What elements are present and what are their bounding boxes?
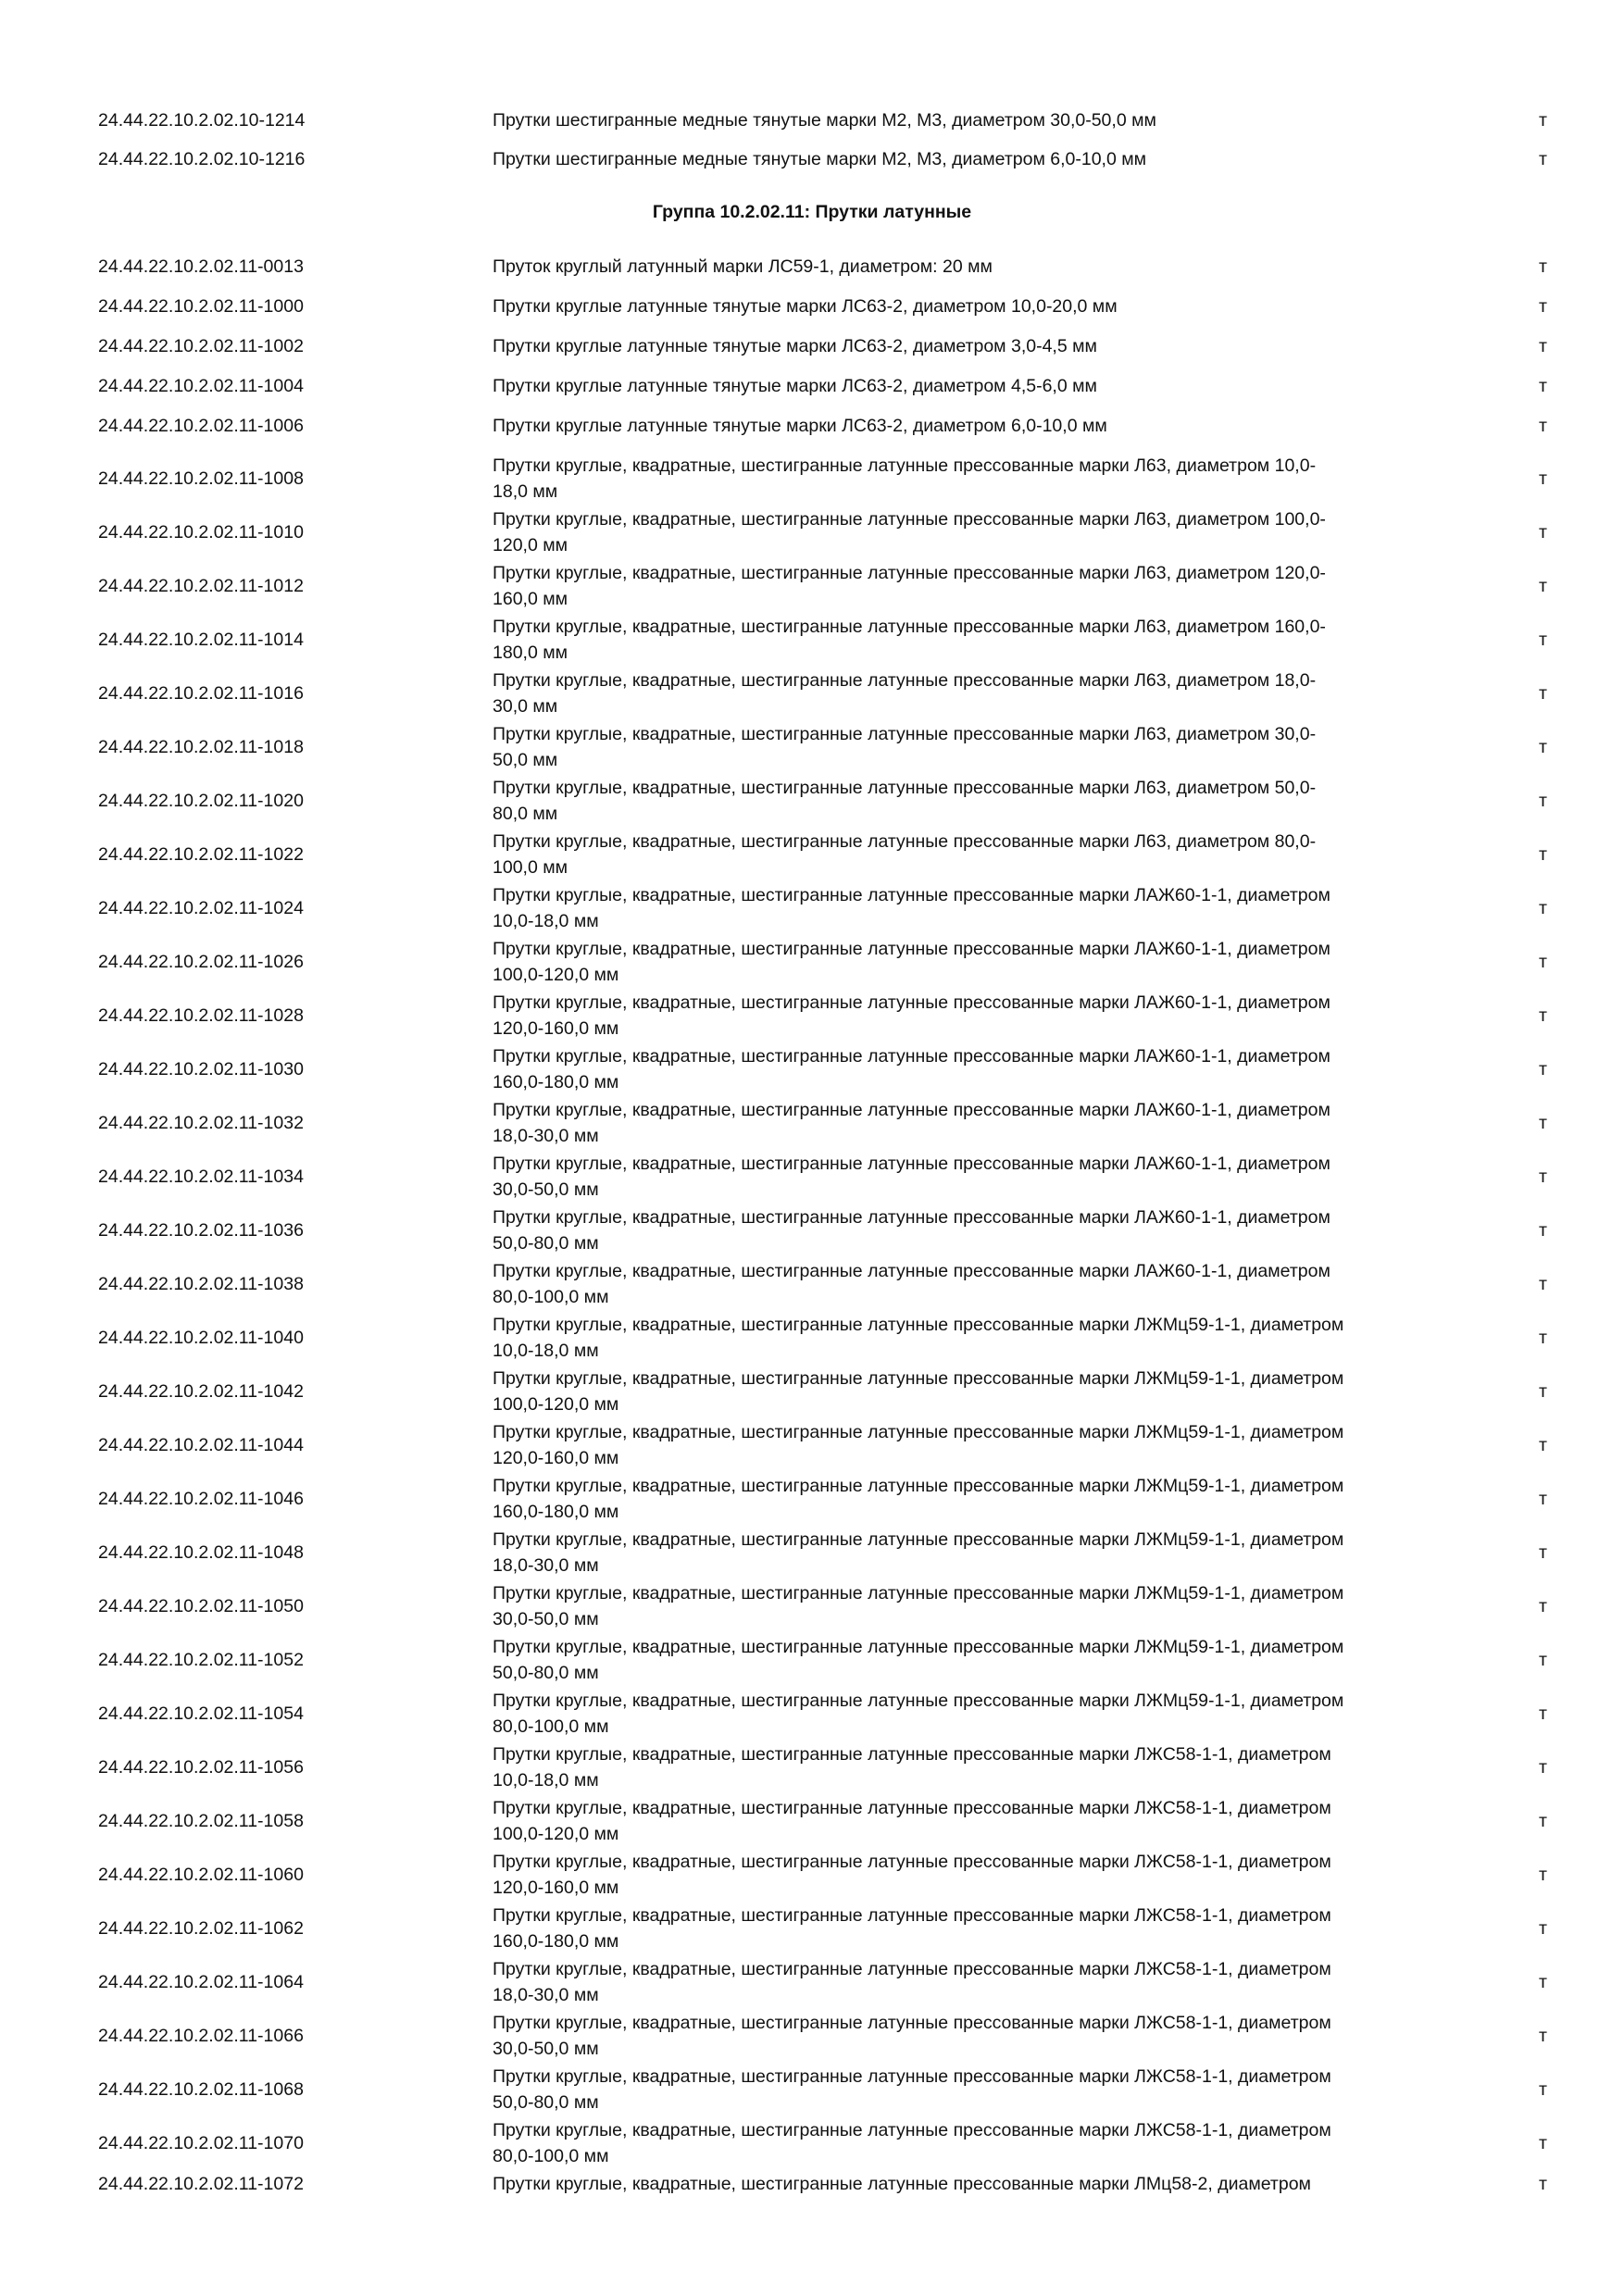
unit-of-measure: т <box>1539 1865 1547 1885</box>
resource-code: 24.44.22.10.2.02.11-1062 <box>98 1918 304 1939</box>
description-line: 18,0-30,0 мм <box>493 1555 599 1576</box>
description-line: Прутки круглые, квадратные, шестигранные латунные прессованные марки Л63, диаметром 50,0- <box>493 778 1317 798</box>
description-line: 120,0-160,0 мм <box>493 1878 619 1898</box>
description-line: Прутки круглые латунные тянутые марки ЛС63-2, диаметром 3,0-4,5 мм <box>493 336 1097 356</box>
table-row <box>0 1043 1624 1095</box>
resource-code: 24.44.22.10.2.02.11-1040 <box>98 1328 304 1348</box>
resource-code: 24.44.22.10.2.02.11-1046 <box>98 1489 304 1509</box>
unit-of-measure: т <box>1539 522 1547 543</box>
resource-description <box>493 453 1474 505</box>
description-line: Прутки круглые, квадратные, шестигранные латунные прессованные марки Л63, диаметром 100,0- <box>493 509 1326 530</box>
description-line: Пруток круглый латунный марки ЛС59-1, диаметром: 20 мм <box>493 256 993 277</box>
resource-description <box>493 1258 1474 1310</box>
description-line: 80,0-100,0 мм <box>493 1716 609 1737</box>
resource-code: 24.44.22.10.2.02.11-1024 <box>98 898 304 918</box>
resource-code: 24.44.22.10.2.02.11-1020 <box>98 791 304 811</box>
resource-description <box>493 990 1474 1042</box>
unit-of-measure: т <box>1539 468 1547 489</box>
resource-code: 24.44.22.10.2.02.11-1026 <box>98 952 304 972</box>
unit-of-measure: т <box>1539 1113 1547 1133</box>
table-row <box>0 1634 1624 1686</box>
description-line: Прутки круглые латунные тянутые марки ЛС63-2, диаметром 6,0-10,0 мм <box>493 416 1107 436</box>
table-row <box>0 1741 1624 1793</box>
unit-of-measure: т <box>1539 1542 1547 1563</box>
resource-description <box>493 721 1474 773</box>
table-row <box>0 146 1624 172</box>
resource-description <box>493 882 1474 934</box>
description-line: 18,0-30,0 мм <box>493 1126 599 1146</box>
description-line: 120,0-160,0 мм <box>493 1448 619 1468</box>
unit-of-measure: т <box>1539 2133 1547 2153</box>
description-line: Прутки круглые, квадратные, шестигранные латунные прессованные марки ЛЖС58-1-1, диаметром <box>493 2013 1331 2033</box>
description-line: 160,0-180,0 мм <box>493 1502 619 1522</box>
description-line: 30,0-50,0 мм <box>493 2039 599 2059</box>
table-row <box>0 936 1624 988</box>
description-line: Прутки круглые, квадратные, шестигранные латунные прессованные марки Л63, диаметром 160,0- <box>493 617 1326 637</box>
description-line: 160,0 мм <box>493 589 568 609</box>
table-row <box>0 668 1624 719</box>
description-line: Прутки шестигранные медные тянутые марки М2, М3, диаметром 30,0-50,0 мм <box>493 110 1156 131</box>
resource-code: 24.44.22.10.2.02.11-1064 <box>98 1972 304 1992</box>
resource-description <box>493 254 1474 280</box>
description-line: 18,0 мм <box>493 481 558 502</box>
description-line: Прутки круглые, квадратные, шестигранные латунные прессованные марки ЛАЖ60-1-1, диаметром <box>493 1261 1330 1281</box>
resource-description <box>493 107 1474 133</box>
description-line: Прутки круглые латунные тянутые марки ЛС63-2, диаметром 10,0-20,0 мм <box>493 296 1118 317</box>
unit-of-measure: т <box>1539 1972 1547 1992</box>
unit-of-measure: т <box>1539 1220 1547 1241</box>
resource-description <box>493 1634 1474 1686</box>
table-row <box>0 333 1624 359</box>
resource-description <box>493 614 1474 666</box>
description-line: Прутки круглые латунные тянутые марки ЛС63-2, диаметром 4,5-6,0 мм <box>493 376 1097 396</box>
table-row <box>0 254 1624 280</box>
description-line: 100,0-120,0 мм <box>493 1824 619 1844</box>
description-line: Прутки круглые, квадратные, шестигранные латунные прессованные марки ЛЖМц59-1-1, диаметром <box>493 1691 1344 1711</box>
unit-of-measure: т <box>1539 1005 1547 1026</box>
table-row <box>0 882 1624 934</box>
description-line: Прутки круглые, квадратные, шестигранные латунные прессованные марки ЛЖС58-1-1, диаметром <box>493 2066 1331 2087</box>
unit-of-measure: т <box>1539 844 1547 865</box>
table-row <box>0 990 1624 1042</box>
resource-code: 24.44.22.10.2.02.11-1032 <box>98 1113 304 1133</box>
table-row <box>0 1097 1624 1149</box>
resource-description <box>493 2117 1474 2169</box>
description-line: Прутки круглые, квадратные, шестигранные латунные прессованные марки ЛАЖ60-1-1, диаметром <box>493 885 1330 905</box>
table-row <box>0 2010 1624 2062</box>
table-row <box>0 1312 1624 1364</box>
description-line: Прутки круглые, квадратные, шестигранные латунные прессованные марки ЛАЖ60-1-1, диаметром <box>493 1046 1330 1067</box>
table-row <box>0 1956 1624 2008</box>
unit-of-measure: т <box>1539 1757 1547 1778</box>
resource-description <box>493 333 1474 359</box>
description-line: Прутки круглые, квадратные, шестигранные латунные прессованные марки ЛАЖ60-1-1, диаметром <box>493 992 1330 1013</box>
table-row <box>0 2171 1624 2197</box>
unit-of-measure: т <box>1539 296 1547 317</box>
resource-description <box>493 1151 1474 1203</box>
description-line: Прутки круглые, квадратные, шестигранные латунные прессованные марки Л63, диаметром 80,0- <box>493 831 1317 852</box>
unit-of-measure: т <box>1539 952 1547 972</box>
description-line: 100,0 мм <box>493 857 568 878</box>
description-line: 30,0-50,0 мм <box>493 1179 599 1200</box>
description-line: 80,0-100,0 мм <box>493 2146 609 2166</box>
description-line: 100,0-120,0 мм <box>493 965 619 985</box>
table-row <box>0 413 1624 439</box>
description-line: 18,0-30,0 мм <box>493 1985 599 2005</box>
resource-code: 24.44.22.10.2.02.11-1070 <box>98 2133 304 2153</box>
resource-code: 24.44.22.10.2.02.11-1016 <box>98 683 304 704</box>
description-line: Прутки круглые, квадратные, шестигранные латунные прессованные марки ЛАЖ60-1-1, диаметром <box>493 1100 1330 1120</box>
table-row <box>0 1849 1624 1901</box>
resource-description <box>493 1580 1474 1632</box>
resource-description <box>493 1204 1474 1256</box>
resource-code: 24.44.22.10.2.02.11-1014 <box>98 630 304 650</box>
unit-of-measure: т <box>1539 1328 1547 1348</box>
description-line: Прутки круглые, квадратные, шестигранные латунные прессованные марки ЛЖМц59-1-1, диаметром <box>493 1315 1344 1335</box>
resource-description <box>493 829 1474 880</box>
description-line: Прутки круглые, квадратные, шестигранные латунные прессованные марки ЛМц58-2, диаметром <box>493 2174 1311 2194</box>
resource-description <box>493 1688 1474 1740</box>
resource-code: 24.44.22.10.2.02.11-1018 <box>98 737 304 757</box>
resource-description <box>493 506 1474 558</box>
resource-description <box>493 146 1474 172</box>
resource-code: 24.44.22.10.2.02.11-1000 <box>98 296 304 317</box>
unit-of-measure: т <box>1539 1596 1547 1616</box>
description-line: Прутки круглые, квадратные, шестигранные латунные прессованные марки ЛЖС58-1-1, диаметром <box>493 1959 1331 1979</box>
description-line: Прутки шестигранные медные тянутые марки М2, М3, диаметром 6,0-10,0 мм <box>493 149 1147 169</box>
resource-code: 24.44.22.10.2.02.11-1022 <box>98 844 304 865</box>
description-line: Прутки круглые, квадратные, шестигранные латунные прессованные марки ЛАЖ60-1-1, диаметром <box>493 1154 1330 1174</box>
resource-description <box>493 1043 1474 1095</box>
table-row <box>0 1473 1624 1525</box>
resource-code: 24.44.22.10.2.02.11-1030 <box>98 1059 304 1079</box>
resource-description <box>493 1366 1474 1417</box>
resource-code: 24.44.22.10.2.02.11-1028 <box>98 1005 304 1026</box>
unit-of-measure: т <box>1539 416 1547 436</box>
description-line: Прутки круглые, квадратные, шестигранные латунные прессованные марки ЛЖМц59-1-1, диаметром <box>493 1368 1344 1389</box>
resource-code: 24.44.22.10.2.02.11-1066 <box>98 2026 304 2046</box>
group-heading: Группа 10.2.02.11: Прутки латунные <box>652 202 972 222</box>
description-line: Прутки круглые, квадратные, шестигранные латунные прессованные марки ЛАЖ60-1-1, диаметром <box>493 1207 1330 1228</box>
unit-of-measure: т <box>1539 1918 1547 1939</box>
resource-code: 24.44.22.10.2.02.11-1038 <box>98 1274 304 1294</box>
resource-description <box>493 1097 1474 1149</box>
description-line: 10,0-18,0 мм <box>493 1770 599 1791</box>
table-row <box>0 1527 1624 1578</box>
resource-description <box>493 2010 1474 2062</box>
resource-description <box>493 373 1474 399</box>
unit-of-measure: т <box>1539 2026 1547 2046</box>
resource-code: 24.44.22.10.2.02.11-1036 <box>98 1220 304 1241</box>
table-row <box>0 1688 1624 1740</box>
unit-of-measure: т <box>1539 1489 1547 1509</box>
resource-code: 24.44.22.10.2.02.11-1056 <box>98 1757 304 1778</box>
description-line: Прутки круглые, квадратные, шестигранные латунные прессованные марки ЛЖС58-1-1, диаметром <box>493 1744 1331 1765</box>
resource-description <box>493 293 1474 319</box>
description-line: Прутки круглые, квадратные, шестигранные латунные прессованные марки ЛЖС58-1-1, диаметром <box>493 1798 1331 1818</box>
unit-of-measure: т <box>1539 376 1547 396</box>
table-row <box>0 2064 1624 2115</box>
description-line: 80,0-100,0 мм <box>493 1287 609 1307</box>
resource-description <box>493 1527 1474 1578</box>
description-line: 10,0-18,0 мм <box>493 911 599 931</box>
description-line: 100,0-120,0 мм <box>493 1394 619 1415</box>
description-line: 160,0-180,0 мм <box>493 1931 619 1952</box>
resource-code: 24.44.22.10.2.02.11-1044 <box>98 1435 304 1455</box>
resource-code: 24.44.22.10.2.02.11-1012 <box>98 576 304 596</box>
description-line: Прутки круглые, квадратные, шестигранные латунные прессованные марки Л63, диаметром 120,0- <box>493 563 1326 583</box>
description-line: 180,0 мм <box>493 643 568 663</box>
resource-code: 24.44.22.10.2.02.11-1058 <box>98 1811 304 1831</box>
table-row <box>0 614 1624 666</box>
unit-of-measure: т <box>1539 576 1547 596</box>
unit-of-measure: т <box>1539 110 1547 131</box>
resource-description <box>493 1795 1474 1847</box>
description-line: 120,0 мм <box>493 535 568 555</box>
table-row <box>0 373 1624 399</box>
unit-of-measure: т <box>1539 1650 1547 1670</box>
description-line: 30,0-50,0 мм <box>493 1609 599 1629</box>
table-row <box>0 560 1624 612</box>
unit-of-measure: т <box>1539 2079 1547 2100</box>
unit-of-measure: т <box>1539 1811 1547 1831</box>
resource-code: 24.44.22.10.2.02.11-1002 <box>98 336 304 356</box>
resource-code: 24.44.22.10.2.02.11-1004 <box>98 376 304 396</box>
unit-of-measure: т <box>1539 1435 1547 1455</box>
description-line: Прутки круглые, квадратные, шестигранные латунные прессованные марки Л63, диаметром 18,0- <box>493 670 1317 691</box>
description-line: 120,0-160,0 мм <box>493 1018 619 1039</box>
table-row <box>0 1366 1624 1417</box>
table-row <box>0 2117 1624 2169</box>
resource-description <box>493 560 1474 612</box>
table-row <box>0 506 1624 558</box>
description-line: Прутки круглые, квадратные, шестигранные латунные прессованные марки ЛЖС58-1-1, диаметром <box>493 1905 1331 1926</box>
resource-code: 24.44.22.10.2.02.11-1072 <box>98 2174 304 2194</box>
resource-code: 24.44.22.10.2.02.11-1054 <box>98 1703 304 1724</box>
table-row <box>0 107 1624 133</box>
resource-code: 24.44.22.10.2.02.10-1216 <box>98 149 306 169</box>
resource-description <box>493 1849 1474 1901</box>
unit-of-measure: т <box>1539 1381 1547 1402</box>
table-row <box>0 1151 1624 1203</box>
description-line: 160,0-180,0 мм <box>493 1072 619 1092</box>
resource-code: 24.44.22.10.2.02.11-1060 <box>98 1865 304 1885</box>
table-row <box>0 1258 1624 1310</box>
description-line: 50,0-80,0 мм <box>493 2092 599 2113</box>
unit-of-measure: т <box>1539 1703 1547 1724</box>
table-row <box>0 775 1624 827</box>
unit-of-measure: т <box>1539 336 1547 356</box>
unit-of-measure: т <box>1539 630 1547 650</box>
table-row <box>0 293 1624 319</box>
table-row <box>0 1795 1624 1847</box>
resource-description <box>493 936 1474 988</box>
table-row <box>0 1204 1624 1256</box>
unit-of-measure: т <box>1539 791 1547 811</box>
resource-description <box>493 413 1474 439</box>
unit-of-measure: т <box>1539 256 1547 277</box>
unit-of-measure: т <box>1539 737 1547 757</box>
resource-description <box>493 1956 1474 2008</box>
resource-description <box>493 1473 1474 1525</box>
resource-code: 24.44.22.10.2.02.11-1050 <box>98 1596 304 1616</box>
resource-code: 24.44.22.10.2.02.11-1048 <box>98 1542 304 1563</box>
resource-code: 24.44.22.10.2.02.10-1214 <box>98 110 306 131</box>
resource-code: 24.44.22.10.2.02.11-1068 <box>98 2079 304 2100</box>
resource-code: 24.44.22.10.2.02.11-1034 <box>98 1167 304 1187</box>
resource-code: 24.44.22.10.2.02.11-1010 <box>98 522 304 543</box>
description-line: Прутки круглые, квадратные, шестигранные латунные прессованные марки ЛЖМц59-1-1, диаметром <box>493 1476 1344 1496</box>
description-line: Прутки круглые, квадратные, шестигранные латунные прессованные марки ЛЖС58-1-1, диаметром <box>493 2120 1331 2140</box>
resource-description <box>493 668 1474 719</box>
table-row <box>0 1419 1624 1471</box>
unit-of-measure: т <box>1539 1167 1547 1187</box>
resource-description <box>493 1419 1474 1471</box>
description-line: 80,0 мм <box>493 804 558 824</box>
unit-of-measure: т <box>1539 1059 1547 1079</box>
description-line: Прутки круглые, квадратные, шестигранные латунные прессованные марки ЛЖС58-1-1, диаметром <box>493 1852 1331 1872</box>
resource-description <box>493 2171 1474 2197</box>
resource-code: 24.44.22.10.2.02.11-1042 <box>98 1381 304 1402</box>
resource-description <box>493 775 1474 827</box>
description-line: Прутки круглые, квадратные, шестигранные латунные прессованные марки Л63, диаметром 10,0- <box>493 455 1317 476</box>
description-line: Прутки круглые, квадратные, шестигранные латунные прессованные марки ЛЖМц59-1-1, диаметром <box>493 1529 1344 1550</box>
resource-description <box>493 1741 1474 1793</box>
resource-description <box>493 1903 1474 1954</box>
resource-description <box>493 1312 1474 1364</box>
description-line: 50,0-80,0 мм <box>493 1663 599 1683</box>
resource-code: 24.44.22.10.2.02.11-1052 <box>98 1650 304 1670</box>
description-line: 10,0-18,0 мм <box>493 1341 599 1361</box>
unit-of-measure: т <box>1539 1274 1547 1294</box>
unit-of-measure: т <box>1539 683 1547 704</box>
table-row <box>0 1580 1624 1632</box>
resource-code: 24.44.22.10.2.02.11-1006 <box>98 416 304 436</box>
description-line: Прутки круглые, квадратные, шестигранные латунные прессованные марки ЛАЖ60-1-1, диаметром <box>493 939 1330 959</box>
unit-of-measure: т <box>1539 149 1547 169</box>
table-row <box>0 829 1624 880</box>
table-row <box>0 1903 1624 1954</box>
resource-description <box>493 2064 1474 2115</box>
resource-code: 24.44.22.10.2.02.11-1008 <box>98 468 304 489</box>
table-row <box>0 721 1624 773</box>
description-line: 50,0-80,0 мм <box>493 1233 599 1254</box>
description-line: Прутки круглые, квадратные, шестигранные латунные прессованные марки ЛЖМц59-1-1, диаметром <box>493 1637 1344 1657</box>
resource-code: 24.44.22.10.2.02.11-0013 <box>98 256 304 277</box>
description-line: Прутки круглые, квадратные, шестигранные латунные прессованные марки Л63, диаметром 30,0- <box>493 724 1317 744</box>
unit-of-measure: т <box>1539 2174 1547 2194</box>
description-line: 30,0 мм <box>493 696 558 717</box>
description-line: Прутки круглые, квадратные, шестигранные латунные прессованные марки ЛЖМц59-1-1, диаметром <box>493 1583 1344 1603</box>
table-row <box>0 453 1624 505</box>
description-line: Прутки круглые, квадратные, шестигранные латунные прессованные марки ЛЖМц59-1-1, диаметром <box>493 1422 1344 1442</box>
description-line: 50,0 мм <box>493 750 558 770</box>
unit-of-measure: т <box>1539 898 1547 918</box>
